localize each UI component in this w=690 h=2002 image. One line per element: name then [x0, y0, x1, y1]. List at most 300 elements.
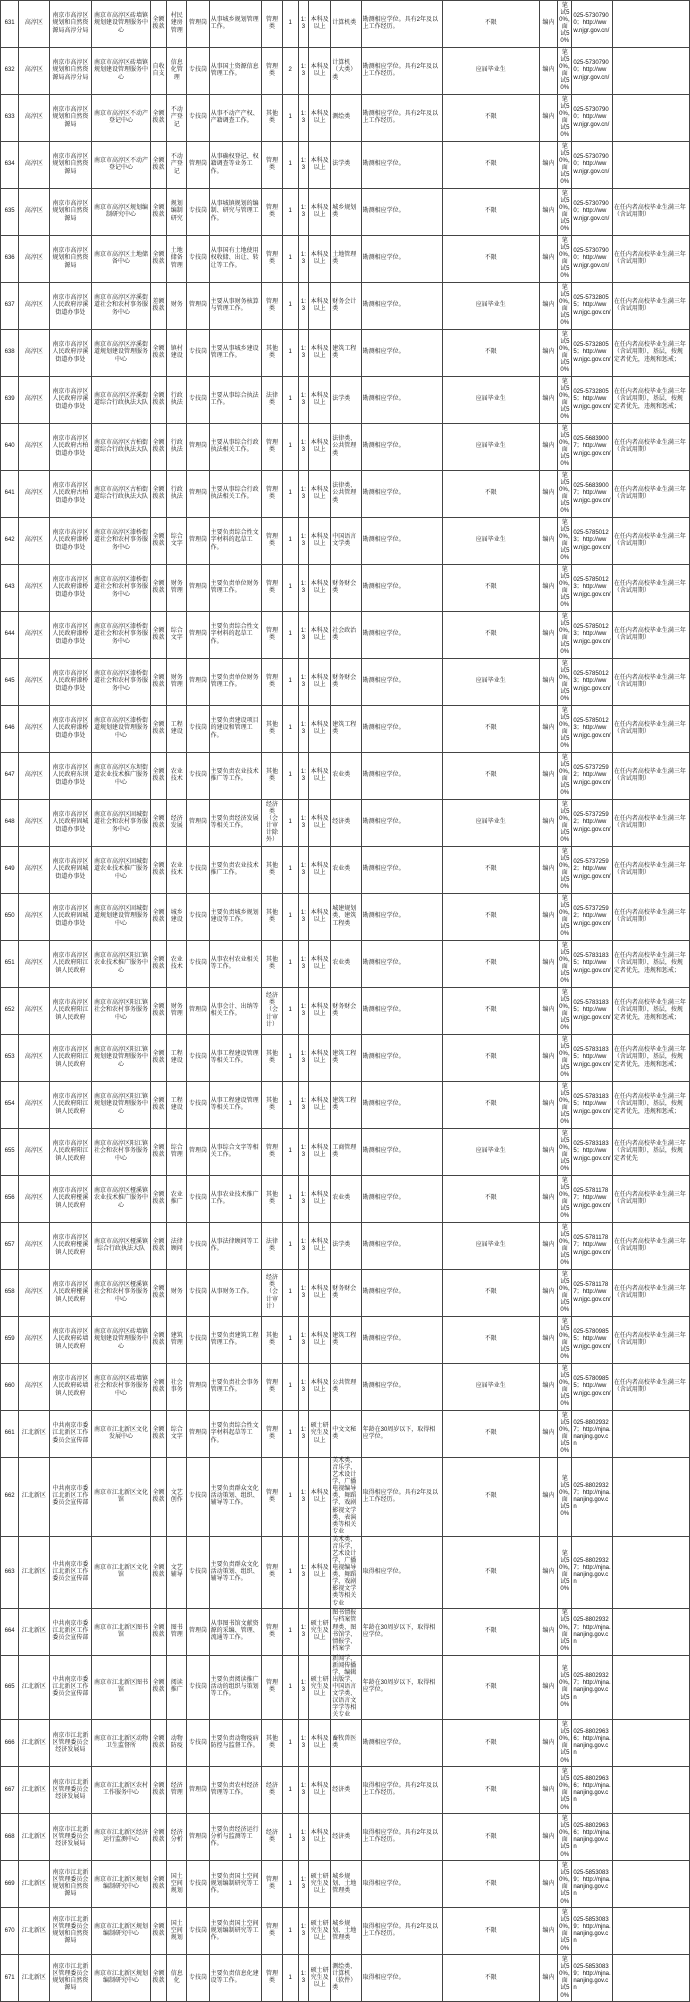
cell-funding-type: 全额拨款	[150, 1655, 166, 1720]
cell-job-description: 主要负责单位财务管理工作。	[209, 659, 262, 706]
cell-establishment: 编内	[539, 377, 557, 424]
cell-funding-type: 全额拨款	[150, 612, 166, 659]
cell-other-requirements: 取得相应学位。	[361, 1955, 442, 2002]
cell-contact: 025-57372592；http://www.njgc.gov.cn/	[572, 753, 613, 800]
cell-establishment: 编内	[539, 659, 557, 706]
cell-funding-type: 全额拨款	[150, 1814, 166, 1861]
cell-major: 农业类	[331, 1176, 361, 1223]
cell-exam-category: 其他类	[262, 1720, 282, 1767]
cell-post-name: 经济发展	[167, 800, 187, 847]
cell-target-group: 不限	[442, 1861, 539, 1908]
cell-department: 南京市高淳区人民政府东坝街道办事处	[49, 753, 92, 800]
cell-job-description: 主要负责农村经济管理等工作。	[209, 1767, 262, 1814]
cell-department: 南京市高淳区人民政府固城街道办事处	[49, 800, 92, 847]
cell-exam-method: 笔试50%，面试50%	[558, 1, 572, 48]
cell-post-name: 村民建房管理	[167, 1, 187, 48]
cell-contact: 025-57811787；http://www.njgc.gov.cn/	[572, 1176, 613, 1223]
cell-contact: 025-57307900；http://www.njgr.gov.cn/	[572, 48, 613, 95]
cell-major: 城乡规划、土地管理类	[331, 1861, 361, 1908]
cell-unit: 南京市高淳区固城街道社会和农村事务服务中心	[92, 800, 151, 847]
cell-district: 高淳区	[19, 1270, 49, 1317]
cell-ratio: 1:3	[298, 424, 308, 471]
cell-remarks: 在任内者高校毕业生满三年（含试用期）	[612, 1317, 689, 1364]
cell-funding-type: 全额拨款	[150, 1767, 166, 1814]
cell-department: 南京市高淳区人民政府古柏街道办事处	[49, 471, 92, 518]
cell-hire-count: 1	[282, 142, 298, 189]
cell-establishment: 编内	[539, 1655, 557, 1720]
cell-row-number: 638	[1, 330, 19, 377]
cell-job-description: 从事工程建设管理等相关工作。	[209, 1082, 262, 1129]
cell-funding-type: 差额拨款	[150, 283, 166, 330]
cell-establishment: 编内	[539, 1317, 557, 1364]
cell-ratio: 1:3	[298, 471, 308, 518]
cell-row-number: 666	[1, 1720, 19, 1767]
cell-exam-method: 笔试50%，面试50%	[558, 706, 572, 753]
cell-department: 南京市江北新区管理委员会规划和自然资源局	[49, 1955, 92, 2002]
cell-job-description: 主要负责阅读推广活动的组织与策划等工作。	[209, 1655, 262, 1720]
cell-other-requirements: 勘测相应学位。	[361, 753, 442, 800]
cell-ratio: 1:3	[298, 518, 308, 565]
cell-ratio: 1:3	[298, 330, 308, 377]
cell-other-requirements: 勘测相应学位。	[361, 1317, 442, 1364]
cell-post-type: 专技岗	[187, 753, 209, 800]
cell-education: 硕士研究生及以上	[308, 1411, 330, 1458]
cell-job-description: 主要负责社会事务管理工作。	[209, 1364, 262, 1411]
cell-district: 高淳区	[19, 1317, 49, 1364]
cell-district: 高淳区	[19, 753, 49, 800]
table-row	[1, 1767, 690, 1814]
cell-target-group: 不限	[442, 1270, 539, 1317]
cell-funding-type: 全额拨款	[150, 941, 166, 988]
table-row	[1, 48, 690, 95]
cell-contact: 025-57831835；http://www.njgc.gov.cn/	[572, 1035, 613, 1082]
cell-department: 南京市高淳区人民政府古柏街道办事处	[49, 424, 92, 471]
cell-other-requirements: 勘测相应学位。	[361, 1176, 442, 1223]
cell-exam-method: 笔试50%，面试50%	[558, 283, 572, 330]
cell-job-description: 从事会计、出纳等相关工作。	[209, 988, 262, 1035]
cell-unit: 南京市高淳区漆桥街道社会和农村事务服务中心	[92, 659, 151, 706]
cell-target-group: 不限	[442, 95, 539, 142]
cell-row-number: 634	[1, 142, 19, 189]
cell-remarks	[612, 1767, 689, 1814]
cell-establishment: 编内	[539, 236, 557, 283]
cell-post-type: 专技岗	[187, 236, 209, 283]
cell-ratio: 1:3	[298, 1411, 308, 1458]
cell-post-name: 土地储备管理	[167, 236, 187, 283]
cell-funding-type: 全额拨款	[150, 1270, 166, 1317]
cell-department: 南京市高淳区人民政府漆桥街道办事处	[49, 565, 92, 612]
cell-funding-type: 全额拨款	[150, 988, 166, 1035]
cell-other-requirements: 勘测相应学位。	[361, 189, 442, 236]
cell-unit: 南京市高淳区桠溪镇社会和农村事务服务中心	[92, 1270, 151, 1317]
cell-education: 本科及以上	[308, 1720, 330, 1767]
cell-district: 高淳区	[19, 706, 49, 753]
cell-post-name: 财务管理	[167, 659, 187, 706]
table-row	[1, 1655, 690, 1720]
cell-post-type: 管理岗	[187, 1, 209, 48]
cell-ratio: 1:3	[298, 1223, 308, 1270]
cell-row-number: 645	[1, 659, 19, 706]
cell-major: 土地管理类	[331, 236, 361, 283]
cell-department: 南京市高淳区人民政府漆桥街道办事处	[49, 612, 92, 659]
cell-exam-category: 管理类	[262, 1, 282, 48]
cell-hire-count: 1	[282, 612, 298, 659]
cell-establishment: 编内	[539, 48, 557, 95]
cell-remarks: 在任内者高校毕业生满三年（含试用期）	[612, 424, 689, 471]
cell-department: 南京市高淳区人民政府漆桥街道办事处	[49, 706, 92, 753]
cell-education: 本科及以上	[308, 800, 330, 847]
table-row	[1, 1908, 690, 1955]
cell-other-requirements: 勘测相应学位。	[361, 518, 442, 565]
cell-row-number: 641	[1, 471, 19, 518]
cell-establishment: 编内	[539, 612, 557, 659]
cell-funding-type: 全额拨款	[150, 565, 166, 612]
cell-other-requirements: 勘测相应学位。	[361, 1082, 442, 1129]
cell-unit: 南京市高淳区阳江镇农业技术推广服务中心	[92, 941, 151, 988]
cell-unit: 南京市高淳区古柏街道综合行政执法大队	[92, 471, 151, 518]
cell-post-name: 不动产登记	[167, 142, 187, 189]
cell-job-description: 主要从事综合执法工作。	[209, 377, 262, 424]
cell-education: 本科及以上	[308, 1223, 330, 1270]
cell-hire-count: 1	[282, 1035, 298, 1082]
cell-establishment: 编内	[539, 142, 557, 189]
cell-post-type: 管理岗	[187, 471, 209, 518]
cell-exam-category: 管理类	[262, 612, 282, 659]
cell-education: 本科及以上	[308, 377, 330, 424]
cell-remarks	[612, 1458, 689, 1537]
table-row	[1, 1955, 690, 2002]
cell-department: 南京市高淳区人民政府淳溪街道办事处	[49, 377, 92, 424]
cell-target-group: 不限	[442, 1458, 539, 1537]
cell-row-number: 649	[1, 847, 19, 894]
cell-education: 硕士研究生及以上	[308, 1908, 330, 1955]
cell-exam-method: 笔试50%，面试50%	[558, 1458, 572, 1537]
cell-exam-method: 笔试50%，面试50%	[558, 471, 572, 518]
table-row	[1, 941, 690, 988]
cell-district: 高淳区	[19, 95, 49, 142]
cell-major: 财务财会类	[331, 988, 361, 1035]
cell-ratio: 1:3	[298, 753, 308, 800]
cell-exam-method: 笔试50%，面试50%	[558, 377, 572, 424]
cell-major: 建筑工程类	[331, 1035, 361, 1082]
cell-department: 南京市高淳区人民政府漆桥街道办事处	[49, 518, 92, 565]
cell-exam-category: 法律类	[262, 377, 282, 424]
cell-unit: 南京市江北新区文化馆	[92, 1536, 151, 1608]
cell-post-name: 农业技术	[167, 941, 187, 988]
cell-funding-type: 全额拨款	[150, 518, 166, 565]
cell-post-name: 阅读推广	[167, 1655, 187, 1720]
cell-major: 财务会计类	[331, 283, 361, 330]
cell-unit: 南京市高淳区漆桥街道规划建设管理服务中心	[92, 706, 151, 753]
cell-other-requirements: 取得相应学位。具有2年及以上工作经历。	[361, 1814, 442, 1861]
cell-post-name: 社会事务	[167, 1364, 187, 1411]
cell-major: 农业类	[331, 753, 361, 800]
cell-row-number: 650	[1, 894, 19, 941]
cell-exam-category: 管理类	[262, 283, 282, 330]
cell-exam-category: 法律类	[262, 1223, 282, 1270]
cell-post-type: 管理岗	[187, 518, 209, 565]
cell-department: 南京市高淳区人民政府桠溪镇人民政府	[49, 1223, 92, 1270]
cell-exam-category: 其他类	[262, 1035, 282, 1082]
cell-major: 美术类、音乐学、艺术设计学、广播电视编导类、舞蹈学、戏剧影视文学类、表演类等相关专业	[331, 1458, 361, 1537]
cell-post-name: 工程建设	[167, 1082, 187, 1129]
cell-job-description: 从事工程建设管理等相关工作。	[209, 1035, 262, 1082]
cell-contact: 025-57831835；http://www.njgc.gov.cn/	[572, 1082, 613, 1129]
cell-hire-count: 1	[282, 377, 298, 424]
cell-district: 高淳区	[19, 1364, 49, 1411]
cell-education: 本科及以上	[308, 283, 330, 330]
cell-major: 建筑工程类	[331, 330, 361, 377]
cell-department: 南京市高淳区人民政府固城街道办事处	[49, 894, 92, 941]
cell-post-name: 不动产登记	[167, 95, 187, 142]
cell-hire-count: 1	[282, 236, 298, 283]
cell-major: 美术类、音乐学、艺术设计学、广播电视编导类、舞蹈学、戏剧影视文学类等相关专业	[331, 1536, 361, 1608]
cell-ratio: 1:3	[298, 1035, 308, 1082]
cell-contact: 025-88029636；http://njna.nanjing.gov.cn	[572, 1814, 613, 1861]
cell-post-type: 管理岗	[187, 988, 209, 1035]
cell-post-type: 专技岗	[187, 1655, 209, 1720]
cell-remarks: 在任内者高校毕业生满三年（含试用期）	[612, 894, 689, 941]
cell-establishment: 编内	[539, 1035, 557, 1082]
cell-contact: 025-57809855；http://www.njgc.gov.cn/	[572, 1317, 613, 1364]
cell-contact: 025-57307900；http://www.njgr.gov.cn/	[572, 236, 613, 283]
cell-establishment: 编内	[539, 1458, 557, 1537]
cell-education: 本科及以上	[308, 1035, 330, 1082]
cell-hire-count: 1	[282, 1655, 298, 1720]
cell-exam-method: 笔试50%，面试50%	[558, 1223, 572, 1270]
cell-contact: 025-57831835；http://www.njgc.gov.cn/	[572, 988, 613, 1035]
cell-target-group: 不限	[442, 189, 539, 236]
cell-major: 工商管理类	[331, 1129, 361, 1176]
cell-post-name: 财务管理	[167, 988, 187, 1035]
cell-post-name: 经济管理	[167, 1767, 187, 1814]
cell-exam-category: 管理类	[262, 189, 282, 236]
cell-contact: 025-88029327；http://njna.nanjing.gov.cn	[572, 1458, 613, 1537]
cell-funding-type: 全额拨款	[150, 800, 166, 847]
cell-education: 本科及以上	[308, 612, 330, 659]
cell-establishment: 编内	[539, 1955, 557, 2002]
cell-funding-type: 全额拨款	[150, 95, 166, 142]
table-row	[1, 988, 690, 1035]
cell-unit: 南京市高淳区不动产登记中心	[92, 142, 151, 189]
cell-other-requirements: 勘测相应学位。	[361, 1720, 442, 1767]
cell-other-requirements: 勘测相应学位。	[361, 236, 442, 283]
table-row	[1, 142, 690, 189]
cell-district: 高淳区	[19, 330, 49, 377]
cell-unit: 南京市江北新区农村工作服务中心	[92, 1767, 151, 1814]
cell-unit: 南京市高淳区淳溪街道社会和农村事务服务中心	[92, 283, 151, 330]
cell-contact: 025-58530839；http://njna.nanjing.gov.cn	[572, 1861, 613, 1908]
cell-other-requirements: 勘测相应学位。具有2年及以上工作经历。	[361, 95, 442, 142]
cell-establishment: 编内	[539, 1861, 557, 1908]
cell-funding-type: 全额拨款	[150, 1458, 166, 1537]
cell-establishment: 编内	[539, 518, 557, 565]
cell-funding-type: 全额拨款	[150, 1317, 166, 1364]
cell-establishment: 编内	[539, 988, 557, 1035]
cell-district: 高淳区	[19, 659, 49, 706]
cell-contact: 025-57307900；http://www.njgr.gov.cn/	[572, 142, 613, 189]
cell-education: 本科及以上	[308, 565, 330, 612]
cell-row-number: 643	[1, 565, 19, 612]
cell-post-type: 专技岗	[187, 330, 209, 377]
cell-hire-count: 1	[282, 1411, 298, 1458]
cell-funding-type: 全额拨款	[150, 236, 166, 283]
cell-funding-type: 自收自支	[150, 48, 166, 95]
cell-job-description: 主要负责群众文化活动策划、组织、辅导等工作。	[209, 1458, 262, 1537]
cell-exam-category: 其他类	[262, 753, 282, 800]
table-row	[1, 753, 690, 800]
table-row	[1, 1082, 690, 1129]
cell-funding-type: 全额拨款	[150, 1082, 166, 1129]
cell-exam-category: 其他类	[262, 894, 282, 941]
cell-exam-method: 笔试50%，面试50%	[558, 1082, 572, 1129]
cell-funding-type: 全额拨款	[150, 1908, 166, 1955]
cell-unit: 南京市高淳区古柏街道综合行政执法大队	[92, 424, 151, 471]
cell-contact: 025-56839007；http://www.njgc.gov.cn/	[572, 424, 613, 471]
cell-row-number: 661	[1, 1411, 19, 1458]
cell-target-group: 不限	[442, 1955, 539, 2002]
cell-department: 中共南京市委江北新区工作委员会宣传部	[49, 1608, 92, 1655]
table-row	[1, 1411, 690, 1458]
cell-post-name: 行政执法	[167, 424, 187, 471]
cell-remarks	[612, 1861, 689, 1908]
cell-contact: 025-57328055；http://www.njgc.gov.cn/	[572, 377, 613, 424]
cell-row-number: 667	[1, 1767, 19, 1814]
cell-unit: 南京市江北新区经济运行监测中心	[92, 1814, 151, 1861]
cell-post-type: 管理岗	[187, 283, 209, 330]
cell-education: 本科及以上	[308, 1082, 330, 1129]
cell-unit: 南京市江北新区图书馆	[92, 1608, 151, 1655]
cell-remarks	[612, 1411, 689, 1458]
table-row	[1, 1223, 690, 1270]
cell-exam-method: 笔试50%，面试50%	[558, 424, 572, 471]
cell-district: 高淳区	[19, 1082, 49, 1129]
cell-post-type: 管理岗	[187, 565, 209, 612]
table-row	[1, 1814, 690, 1861]
cell-exam-category: 管理类	[262, 1655, 282, 1720]
cell-education: 硕士研究生及以上	[308, 1861, 330, 1908]
cell-major: 测绘类	[331, 95, 361, 142]
cell-contact: 025-57372592；http://www.njgc.gov.cn/	[572, 800, 613, 847]
cell-exam-method: 笔试50%，面试50%	[558, 518, 572, 565]
cell-education: 本科及以上	[308, 189, 330, 236]
cell-target-group: 不限	[442, 706, 539, 753]
cell-exam-category: 其他类	[262, 847, 282, 894]
cell-target-group: 应届毕业生	[442, 800, 539, 847]
cell-education: 本科及以上	[308, 1129, 330, 1176]
cell-ratio: 1:3	[298, 1270, 308, 1317]
cell-post-name: 财务管理	[167, 565, 187, 612]
cell-remarks	[612, 48, 689, 95]
cell-hire-count: 1	[282, 659, 298, 706]
cell-exam-method: 笔试50%，面试50%	[558, 189, 572, 236]
cell-post-name: 工程建设	[167, 706, 187, 753]
table-row	[1, 1536, 690, 1608]
cell-funding-type: 全额拨款	[150, 894, 166, 941]
cell-job-description: 主要负责建筑工程管理工作。	[209, 1317, 262, 1364]
cell-post-name: 文艺创作	[167, 1458, 187, 1537]
cell-other-requirements: 勘测相应学位。	[361, 1223, 442, 1270]
cell-district: 高淳区	[19, 800, 49, 847]
cell-job-description: 主要负责动物疫病防控与监督工作。	[209, 1720, 262, 1767]
cell-exam-method: 笔试50%，面试50%	[558, 1364, 572, 1411]
cell-funding-type: 全额拨款	[150, 377, 166, 424]
table-row	[1, 1129, 690, 1176]
cell-department: 南京市高淳区人民政府淳溪街道办事处	[49, 283, 92, 330]
cell-district: 江北新区	[19, 1536, 49, 1608]
cell-remarks: 在任内者高校毕业生满三年（含试用期）	[612, 706, 689, 753]
cell-target-group: 不限	[442, 941, 539, 988]
cell-post-type: 专技岗	[187, 48, 209, 95]
cell-exam-category: 管理类	[262, 518, 282, 565]
cell-job-description: 主要从事财务核算与管理工作。	[209, 283, 262, 330]
cell-post-type: 专技岗	[187, 1908, 209, 1955]
cell-district: 高淳区	[19, 941, 49, 988]
cell-contact: 025-57328055；http://www.njgc.gov.cn/	[572, 283, 613, 330]
cell-contact: 025-56839007；http://www.njgc.gov.cn/	[572, 471, 613, 518]
cell-post-type: 管理岗	[187, 1364, 209, 1411]
cell-contact: 025-88029636；http://njna.nanjing.gov.cn	[572, 1767, 613, 1814]
cell-department: 南京市高淳区规划和自然资源局高淳分局	[49, 1, 92, 48]
cell-hire-count: 1	[282, 1608, 298, 1655]
table-row	[1, 330, 690, 377]
cell-remarks: 在任内者高校毕业生满三年（含试用期）	[612, 236, 689, 283]
cell-establishment: 编内	[539, 1411, 557, 1458]
cell-exam-category: 其他类	[262, 1176, 282, 1223]
cell-other-requirements: 年龄在30周岁以下，取得相应学位。	[361, 1608, 442, 1655]
cell-row-number: 633	[1, 95, 19, 142]
cell-district: 江北新区	[19, 1608, 49, 1655]
cell-major: 法律类、公共管理类	[331, 424, 361, 471]
cell-remarks	[612, 1908, 689, 1955]
cell-job-description: 从事农业技术推广工作。	[209, 1176, 262, 1223]
cell-district: 江北新区	[19, 1908, 49, 1955]
cell-department: 南京市高淳区人民政府固城街道办事处	[49, 847, 92, 894]
cell-remarks: 在任内者高校毕业生满三年（含试用期）	[612, 1176, 689, 1223]
cell-establishment: 编内	[539, 1908, 557, 1955]
cell-major: 新闻学、新闻传播学、编辑出版学、中国语言文学类、汉语言文字学等相关专业	[331, 1655, 361, 1720]
cell-department: 南京市江北新区管理委员会经济发展局	[49, 1720, 92, 1767]
cell-education: 硕士研究生及以上	[308, 1608, 330, 1655]
table-row	[1, 847, 690, 894]
cell-other-requirements: 取得相应学位。	[361, 1536, 442, 1608]
cell-exam-category: 管理类	[262, 659, 282, 706]
cell-ratio: 1:3	[298, 1720, 308, 1767]
cell-major: 建筑工程类	[331, 1082, 361, 1129]
cell-remarks	[612, 1608, 689, 1655]
table-row	[1, 1861, 690, 1908]
cell-hire-count: 1	[282, 847, 298, 894]
cell-department: 南京市江北新区管理委员会规划和自然资源局	[49, 1861, 92, 1908]
cell-hire-count: 1	[282, 1364, 298, 1411]
cell-department: 南京市江北新区管理委员会经济发展局	[49, 1814, 92, 1861]
cell-exam-category: 其他类	[262, 330, 282, 377]
cell-job-description: 主要负责国土空间规划编制研究等工作。	[209, 1861, 262, 1908]
cell-ratio: 1:3	[298, 894, 308, 941]
cell-exam-method: 笔试50%，面试50%	[558, 847, 572, 894]
cell-education: 本科及以上	[308, 847, 330, 894]
cell-exam-method: 笔试50%，面试50%	[558, 1035, 572, 1082]
cell-ratio: 1:3	[298, 1458, 308, 1537]
cell-contact: 025-57811787；http://www.njgc.gov.cn/	[572, 1270, 613, 1317]
cell-unit: 南京市高淳区砖墙镇规划建设管理服务中心	[92, 1, 151, 48]
cell-district: 江北新区	[19, 1720, 49, 1767]
cell-target-group: 不限	[442, 988, 539, 1035]
cell-establishment: 编内	[539, 1129, 557, 1176]
cell-post-type: 管理岗	[187, 142, 209, 189]
cell-ratio: 1:3	[298, 48, 308, 95]
cell-remarks: 在任内者高校毕业生满三年（含试用期），基层，按规定者优先	[612, 1129, 689, 1176]
